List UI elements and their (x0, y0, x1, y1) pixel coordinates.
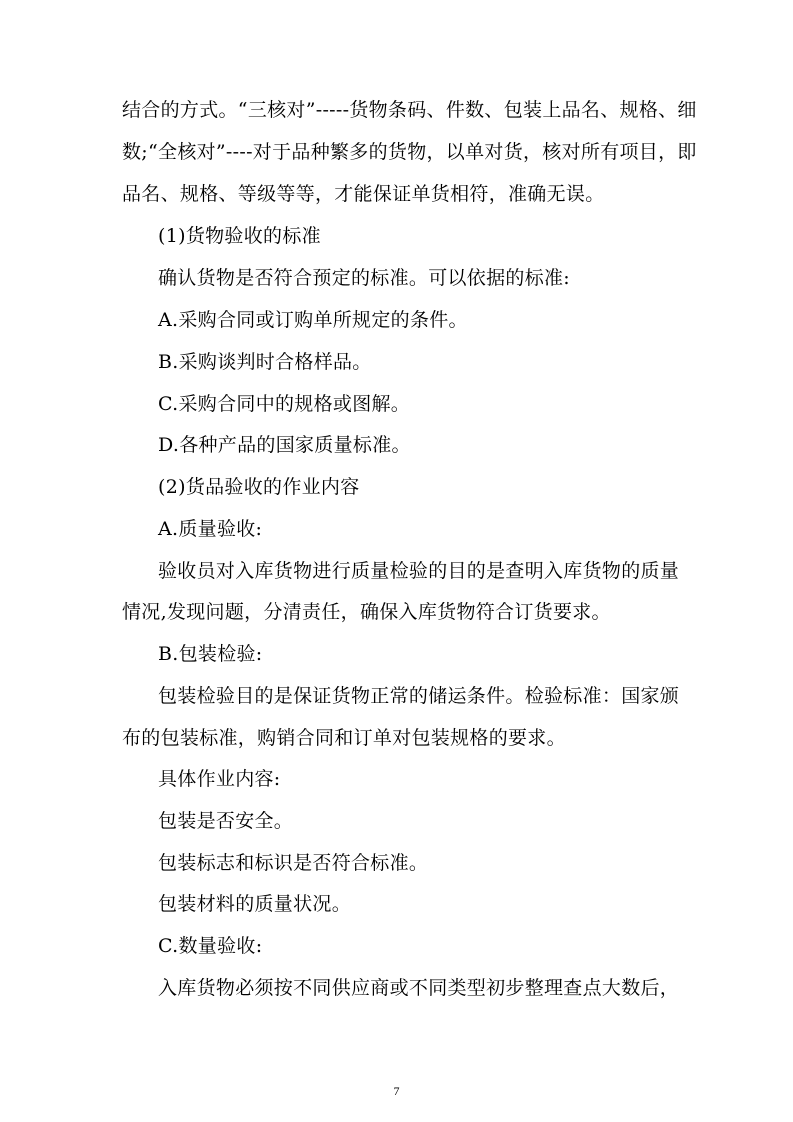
list-item: D.各种产品的国家质量标准。 (158, 434, 411, 456)
subsection-heading: A.质量验收: (158, 518, 263, 540)
text-line: 布的包装标准，购销合同和订单对包装规格的要求。 (122, 727, 566, 749)
text-line: 验收员对入库货物进行质量检验的目的是查明入库货物的质量 (158, 560, 680, 582)
section-heading: (1)货物验收的标准 (158, 225, 321, 247)
list-item: B.采购谈判时合格样品。 (158, 351, 372, 373)
text-line: 结合的方式。“三核对”-----货物条码、件数、包装上品名、规格、细 (122, 99, 697, 121)
list-item: 包装是否安全。 (158, 810, 294, 832)
text-line: 包装检验目的是保证货物正常的储运条件。检验标准：国家颁 (158, 685, 680, 707)
text-line: 确认货物是否符合预定的标准。可以依据的标准: (158, 267, 571, 289)
subsection-heading: B.包装检验: (158, 643, 263, 665)
list-item: 包装标志和标识是否符合标准。 (158, 852, 429, 874)
page-number: 7 (393, 1084, 400, 1098)
text-line: 情况,发现问题，分清责任，确保入库货物符合订货要求。 (122, 601, 611, 623)
text-line: 数;“全核对”----对于品种繁多的货物，以单对货，核对所有项目，即 (122, 141, 697, 163)
subsection-heading: C.数量验收: (158, 935, 263, 957)
section-heading: (2)货品验收的作业内容 (158, 476, 360, 498)
text-line: 具体作业内容: (158, 768, 281, 790)
list-item: C.采购合同中的规格或图解。 (158, 393, 411, 415)
text-line: 入库货物必须按不同供应商或不同类型初步整理查点大数后， (158, 977, 680, 999)
list-item: A.采购合同或订购单所规定的条件。 (158, 309, 468, 331)
text-line: 品名、规格、等级等等，才能保证单货相符，准确无误。 (122, 183, 605, 205)
list-item: 包装材料的质量状况。 (158, 893, 352, 915)
